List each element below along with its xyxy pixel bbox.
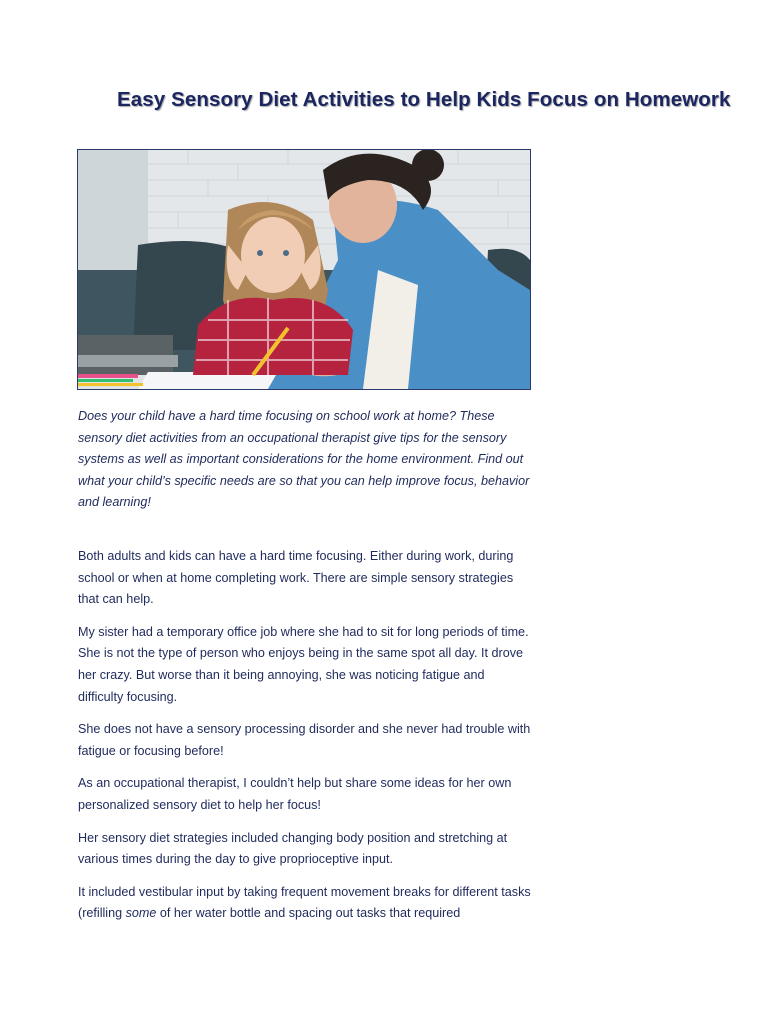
body-paragraph: Both adults and kids can have a hard time focusing. Either during work, during school or when at home completing work. There are simple sensory strategies that can help. <box>78 548 514 607</box>
body-paragraph-last <box>78 882 533 925</box>
intro-paragraph: Does your child have a hard time focusing on school work at home? These sensory diet activities from an occupational therapist give tips for the sensory systems as well as important considerations for the home environment. Find out what your child’s specific needs are so that you can help improve focus, behavior and learning! <box>78 409 530 510</box>
article-title: Easy Sensory Diet Activities to Help Kids Focus on Homework <box>117 88 731 111</box>
article-body <box>78 406 533 936</box>
text-segment: of her water bottle and spacing out tasks that required <box>156 906 461 921</box>
body-paragraph: As an occupational therapist, I couldn’t help but share some ideas for her own personalized sensory diet to help her focus! <box>78 776 512 812</box>
body-paragraph: Her sensory diet strategies included changing body position and stretching at various times during the day to give proprioceptive input. <box>78 830 508 867</box>
hero-image <box>77 149 531 390</box>
body-paragraph: She does not have a sensory processing disorder and she never had trouble with fatigue or focusing before! <box>78 722 531 758</box>
text-segment: It included vestibular input by taking frequent movement breaks for different tasks (refilling <box>78 884 531 921</box>
emphasis-text: some <box>125 906 157 921</box>
body-paragraph: My sister had a temporary office job where she had to sit for long periods of time. She is not the type of person who enjoys being in the same spot all day. It drove her crazy. But worse than it being annoying, she was noticing fatigue and difficulty focusing. <box>78 624 529 704</box>
